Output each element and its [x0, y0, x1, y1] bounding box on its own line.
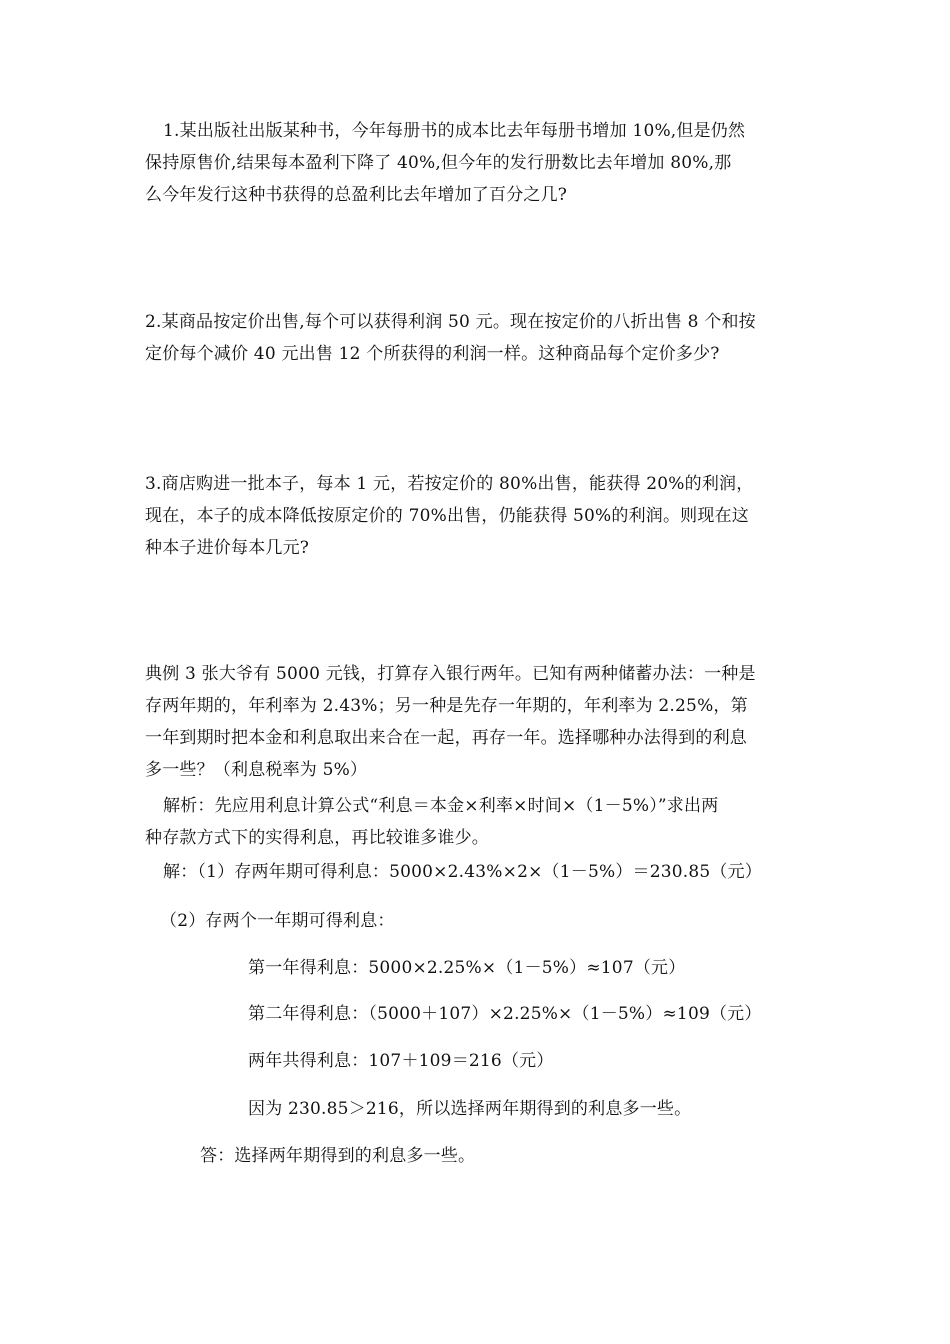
comparison-text: 因为 230.85＞216，所以选择两年期得到的利息多一些。 [248, 1099, 692, 1119]
problem-1 [145, 115, 745, 211]
solution-part-2-text: （2）存两个一年期可得利息： [160, 911, 395, 931]
problem-3 [145, 468, 753, 564]
problem-1-line-3: 么今年发行这种书获得的总盈利比去年增加了百分之几? [145, 185, 568, 205]
solution-part-2 [160, 905, 395, 937]
problem-2 [145, 306, 756, 370]
first-year-interest-text: 第一年得利息：5000×2.25%×（1－5%）≈107（元） [248, 958, 686, 978]
answer [200, 1140, 475, 1172]
total-interest-text: 两年共得利息：107＋109＝216（元） [248, 1051, 554, 1071]
total-interest [248, 1045, 554, 1077]
example-question-line-4: 多一些？（利息税率为 5%） [145, 760, 368, 780]
problem-3-line-3: 种本子进价每本几元? [145, 538, 310, 558]
second-year-interest-text: 第二年得利息：（5000＋107）×2.25%×（1－5%）≈109（元） [248, 1004, 762, 1024]
example-analysis-line-2: 种存款方式下的实得利息，再比较谁多谁少。 [145, 828, 489, 848]
example-question-line-3: 一年到期时把本金和利息取出来合在一起，再存一年。选择哪种办法得到的利息 [145, 728, 747, 748]
solution-part-1 [163, 856, 762, 888]
example-analysis [145, 790, 718, 854]
answer-text: 答：选择两年期得到的利息多一些。 [200, 1146, 476, 1166]
problem-1-line-2: 保持原售价,结果每本盈利下降了 40%,但今年的发行册数比去年增加 80%,那 [145, 153, 732, 173]
example-analysis-line-1: 解析：先应用利息计算公式“利息＝本金×利率×时间×（1－5%）”求出两 [163, 796, 719, 816]
problem-2-line-1: 2.某商品按定价出售,每个可以获得利润 50 元。现在按定价的八折出售 8 个和按 [145, 312, 756, 332]
example-question-line-2: 存两年期的，年利率为 2.43%；另一种是先存一年期的，年利率为 2.25%，第 [145, 696, 748, 716]
problem-3-line-2: 现在，本子的成本降低按原定价的 70%出售，仍能获得 50%的利润。则现在这 [145, 506, 749, 526]
first-year-interest [248, 952, 685, 984]
second-year-interest [248, 998, 762, 1030]
solution-part-1-text: 解：（1）存两年期可得利息：5000×2.43%×2×（1－5%）＝230.85（元） [163, 862, 763, 882]
example-question-line-1: 典例 3 张大爷有 5000 元钱，打算存入银行两年。已知有两种储蓄办法：一种是 [145, 664, 756, 684]
problem-2-line-2: 定价每个减价 40 元出售 12 个所获得的利润一样。这种商品每个定价多少? [145, 344, 720, 364]
comparison [248, 1093, 691, 1125]
problem-1-line-1: 1.某出版社出版某种书，今年每册书的成本比去年每册书增加 10%,但是仍然 [163, 121, 746, 141]
problem-3-line-1: 3.商店购进一批本子，每本 1 元，若按定价的 80%出售，能获得 20%的利润， [145, 474, 754, 494]
example-question [145, 658, 756, 786]
